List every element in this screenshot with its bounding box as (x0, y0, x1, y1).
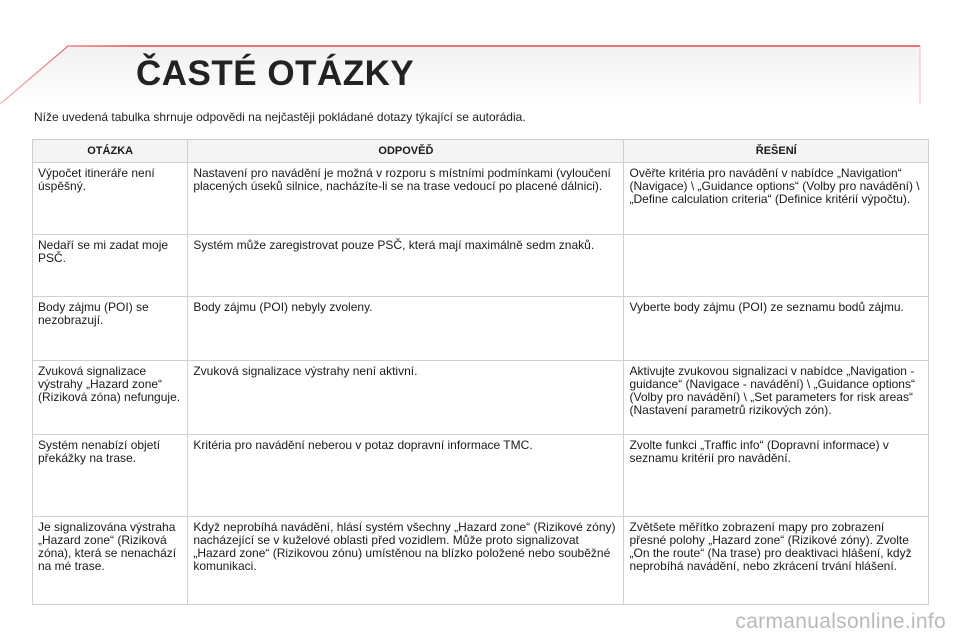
question-cell: Body zájmu (POI) se nezobrazují. (33, 297, 188, 361)
solution-cell: Vyberte body zájmu (POI) ze seznamu bodů zájmu. (624, 297, 929, 361)
question-cell: Systém nenabízí objetí překážky na trase. (33, 435, 188, 517)
answer-cell: Nastavení pro navádění je možná v rozporu s místními podmínkami (vyloučení placených úseků silnice, nacházíte-li se na trase vedoucí po placené dálnici). (188, 163, 624, 235)
table-header-row (33, 140, 929, 163)
table-row (33, 361, 929, 435)
question-cell: Je signalizována výstraha „Hazard zone“ (Riziková zóna), která se nenachází na mé trase. (33, 517, 188, 605)
solution-cell (624, 235, 929, 297)
page-title: ČASTÉ OTÁZKY (136, 54, 415, 93)
table-row (33, 435, 929, 517)
solution-cell: Aktivujte zvukovou signalizaci v nabídce „Navigation - guidance“ (Navigace - navádění) \ „Guidance options“ (Volby pro navádění) \ „Set parameters for risk areas“ (Nastavení parametrů rizikových zón). (624, 361, 929, 435)
header-answer: ODPOVĚĎ (188, 140, 624, 163)
table-row (33, 297, 929, 361)
solution-cell: Ověřte kritéria pro navádění v nabídce „Navigation“ (Navigace) \ „Guidance options“ (Volby pro navádění) \ „Define calculation criteria“ (Definice kritérií výpočtu). (624, 163, 929, 235)
table-row (33, 235, 929, 297)
table-row (33, 517, 929, 605)
answer-cell: Body zájmu (POI) nebyly zvoleny. (188, 297, 624, 361)
intro-text: Níže uvedená tabulka shrnuje odpovědi na nejčastěji pokládané dotazy týkající se autorádia. (34, 110, 526, 124)
answer-cell: Zvuková signalizace výstrahy není aktivní. (188, 361, 624, 435)
solution-cell: Zvolte funkci „Traffic info“ (Dopravní informace) v seznamu kritérií pro navádění. (624, 435, 929, 517)
question-cell: Zvuková signalizace výstrahy „Hazard zone“ (Riziková zóna) nefunguje. (33, 361, 188, 435)
answer-cell: Když neprobíhá navádění, hlásí systém všechny „Hazard zone“ (Rizikové zóny) nacházející se v kuželové oblasti před vozidlem. Může proto signalizovat „Hazard zone“ (Rizikovou zónu) umístěnou na blízko položené nebo souběžné komunikaci. (188, 517, 624, 605)
watermark: carmanualsonline.info (735, 610, 946, 633)
answer-cell: Systém může zaregistrovat pouze PSČ, která mají maximálně sedm znaků. (188, 235, 624, 297)
faq-table (32, 139, 929, 605)
header-question: OTÁZKA (33, 140, 188, 163)
table-row (33, 163, 929, 235)
question-cell: Nedaří se mi zadat moje PSČ. (33, 235, 188, 297)
solution-cell: Zvětšete měřítko zobrazení mapy pro zobrazení přesné polohy „Hazard zone“ (Rizikové zóny). Zvolte „On the route“ (Na trase) pro deaktivaci hlášení, když neprobíhá navádění, nebo zkrácení trvání hlášení. (624, 517, 929, 605)
answer-cell: Kritéria pro navádění neberou v potaz dopravní informace TMC. (188, 435, 624, 517)
question-cell: Výpočet itineráře není úspěšný. (33, 163, 188, 235)
header-solution: ŘEŠENÍ (624, 140, 929, 163)
